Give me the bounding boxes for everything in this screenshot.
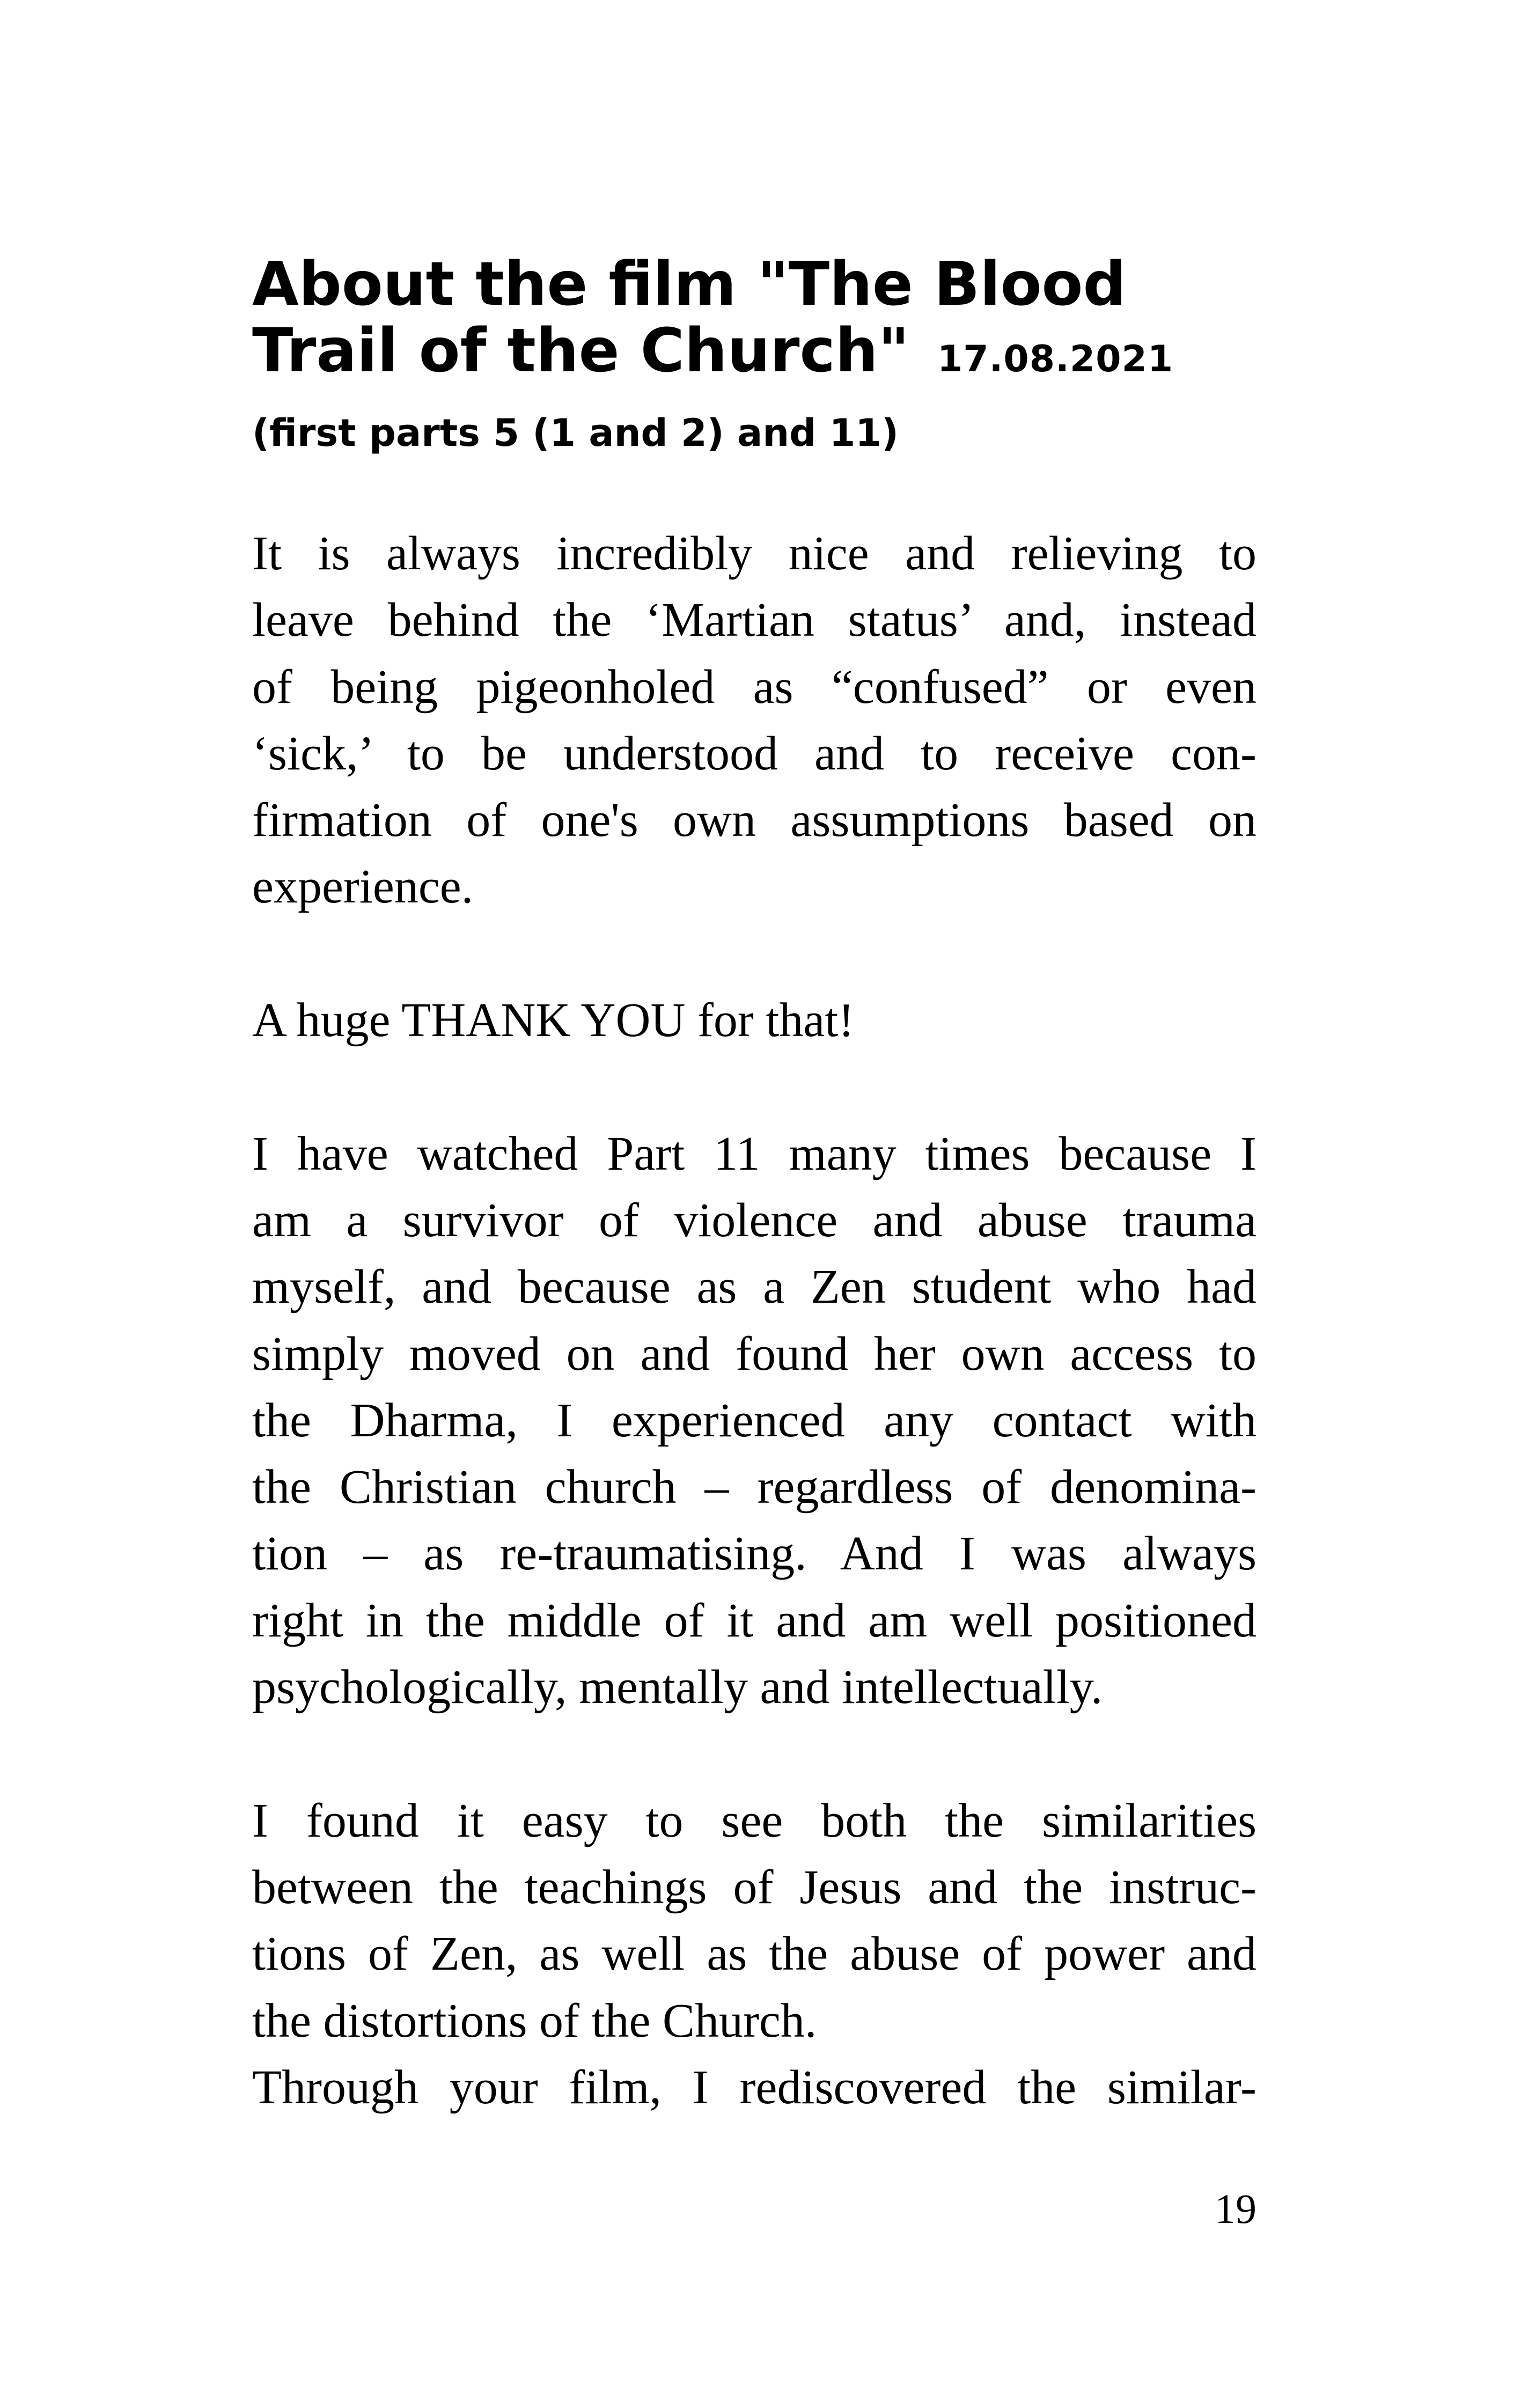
text-line: tion – as re-traumatising. And I was always (252, 1527, 1257, 1581)
text-line: experience. (252, 860, 474, 914)
text-line: tions of Zen, as well as the abuse of power and (252, 1927, 1257, 1981)
chapter-heading (252, 251, 1272, 457)
text-line: I found it easy to see both the similarities (252, 1794, 1257, 1847)
chapter-date: 17.08.2021 (937, 338, 1174, 380)
chapter-title-line-2 (252, 318, 1272, 393)
text-line: leave behind the ‘Martian status’ and, instead (252, 593, 1257, 647)
text-line: firmation of one's own assumptions based on (252, 794, 1257, 847)
text-line: ‘sick,’ to be understood and to receive con- (252, 726, 1257, 780)
text-line: am a survivor of violence and abuse trauma (252, 1193, 1257, 1247)
text-line: psychologically, mentally and intellectually. (252, 1661, 1103, 1714)
chapter-subtitle: (first parts 5 (1 and 2) and 11) (252, 411, 899, 455)
paragraph-5 (252, 2054, 1257, 2121)
text-line: simply moved on and found her own access to (252, 1327, 1257, 1381)
text-line: myself, and because as a Zen student who had (252, 1260, 1257, 1314)
text-line: It is always incredibly nice and relieving to (252, 527, 1257, 580)
paragraph-3 (252, 1121, 1257, 1721)
paragraph-1 (252, 520, 1257, 921)
text-line: between the teachings of Jesus and the instruc- (252, 1860, 1257, 1914)
text-line: the Christian church – regardless of denomina- (252, 1460, 1257, 1514)
text-line: the distortions of the Church. (252, 1994, 817, 2047)
text-line: Through your film, I rediscovered the similar- (252, 2060, 1257, 2114)
text-line: the Dharma, I experienced any contact with (252, 1393, 1257, 1447)
chapter-title-line-1: About the film "The Blood (252, 249, 1126, 319)
text-line: I have watched Part 11 many times because I (252, 1127, 1257, 1180)
page-number: 19 (1215, 2185, 1257, 2232)
text-line: A huge THANK YOU for that! (252, 994, 855, 1047)
text-line: right in the middle of it and am well positioned (252, 1594, 1257, 1647)
paragraph-2 (252, 987, 1257, 1054)
body-text (252, 520, 1257, 2121)
chapter-title-text: Trail of the Church" (252, 316, 909, 386)
text-line: of being pigeonholed as “confused” or even (252, 660, 1257, 714)
paragraph-4 (252, 1788, 1257, 2054)
